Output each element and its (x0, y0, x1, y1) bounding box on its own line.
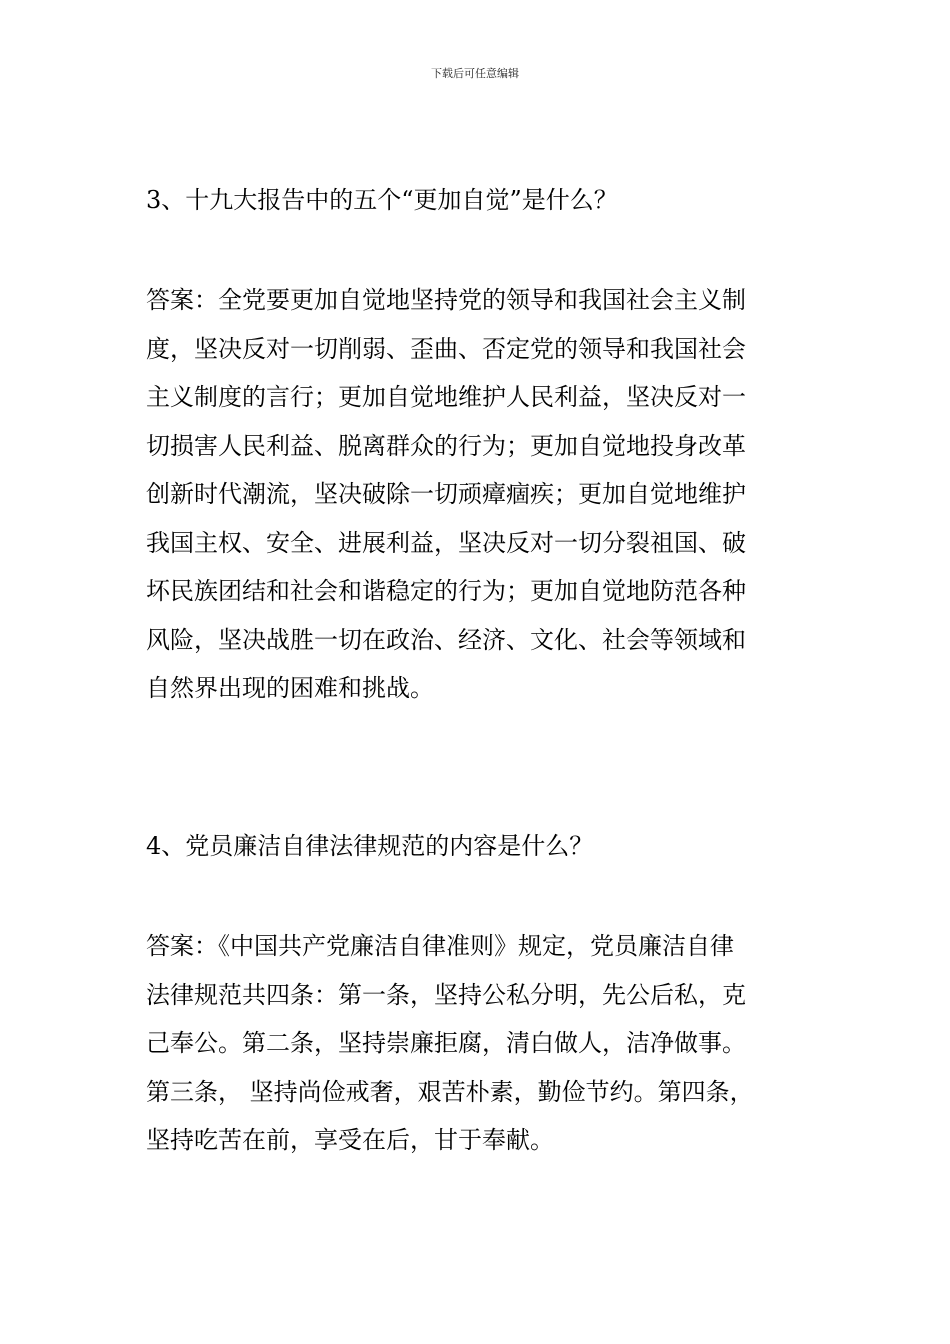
answer-line: 坏民族团结和社会和谐稳定的行为；更加自觉地防范各种 (146, 577, 746, 605)
answer-line: 切损害人民利益、脱离群众的行为；更加自觉地投身改革 (146, 431, 746, 460)
question-title-text: 3、十九大报告中的五个“更加自觉”是什么？ (146, 186, 618, 214)
question-4-title (146, 822, 810, 871)
answer-line: 法律规范共四条：第一条，坚持公私分明，先公后私，克 (146, 980, 746, 1009)
question-4-answer (146, 922, 810, 1165)
header-note: 下载后可任意编辑 (431, 67, 519, 80)
answer-line: 创新时代潮流，坚决破除一切顽瘴痼疾；更加自觉地维护 (146, 480, 746, 508)
answer-line: 第三条， 坚持尚俭戒奢，艰苦朴素，勤俭节约。第四条， (146, 1077, 754, 1106)
answer-line: 答案：全党要更加自觉地坚持党的领导和我国社会主义制 (146, 286, 746, 314)
answer-line: 主义制度的言行；更加自觉地维护人民利益，坚决反对一 (146, 383, 746, 411)
question-title-text: 4、党员廉洁自律法律规范的内容是什么？ (146, 832, 594, 860)
answer-line: 坚持吃苦在前，享受在后，甘于奉献。 (146, 1126, 554, 1154)
question-3-title (146, 176, 810, 225)
answer-line: 我国主权、安全、进展利益，坚决反对一切分裂祖国、破 (146, 528, 746, 557)
answer-line: 度，坚决反对一切削弱、歪曲、否定党的领导和我国社会 (146, 334, 746, 363)
answer-line: 风险，坚决战胜一切在政治、经济、文化、社会等领域和 (146, 625, 746, 654)
question-3-answer (146, 276, 810, 713)
answer-line: 己奉公。第二条，坚持崇廉拒腐，清白做人，洁净做事。 (146, 1029, 746, 1057)
answer-line: 答案：《中国共产党廉洁自律准则》规定，党员廉洁自律 (146, 932, 734, 960)
answer-line: 自然界出现的困难和挑战。 (146, 674, 434, 702)
